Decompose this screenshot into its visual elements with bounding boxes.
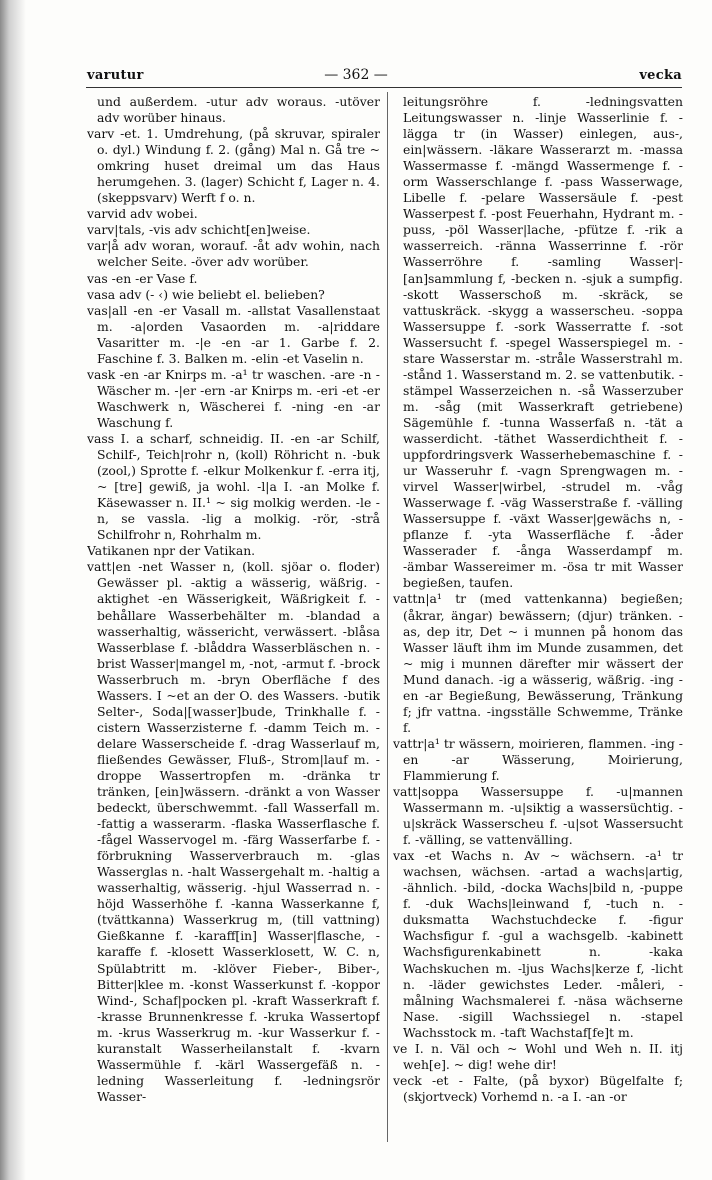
column-divider (387, 92, 388, 1142)
dictionary-entry: vax -et Wachs n. Av ~ wächsern. -a¹ tr wachsen, wächsen. -artad a wachs|artig, -ähnlich. -bild, -docka Wachs|bild n, -puppe f. -duk Wachs|leinwand f, -tuch n. -duksmatta Wachstuchdecke f. -figur Wachsfigur f. -gul a wachsgelb. -kabinett Wachsfigurenkabinett n. -kaka Wachskuchen m. -ljus Wachs|kerze f, -licht n. -läder gewichstes Leder. -måleri, -målning Wachsmalerei f. -näsa wächserne Nase. -sigill Wachssiegel n. -stapel Wachsstock m. -taft Wachstaf[fe]t m. (393, 848, 683, 1040)
dictionary-entry: vas -en -er Vase f. (87, 270, 198, 286)
page-edge-shadow (0, 0, 26, 1180)
dictionary-entry: vass I. a scharf, schneidig. II. -en -ar Schilf, Schilf-, Teich|rohr n, (koll) Röhricht n. -buk (zool,) Sprotte f. -elkur Molkenkur f. -erra itj, ~ [tre] gewiß, ja wohl. -l|a I. -an Molke f. Käsewasser n. II.¹ ~ sig molkig werden. -le -n, se vassla. -lig a molkig. -rör, -strå Schilfrohr n, Rohrhalm m. (87, 430, 380, 543)
dictionary-entry: vattr|a¹ tr wässern, moirieren, flammen. -ing -en -ar Wässerung, Moirierung, Flammierung f. (393, 735, 683, 783)
dictionary-entry: varv -et. 1. Umdrehung, (på skruvar, spiraler o. dyl.) Windung f. 2. (gång) Mal n. Gå tre ~ omkring huset dreimal um das Haus herumgehen. 3. (lager) Schicht f, Lager n. 4. (skeppsvarv) Werft f o. n. (87, 126, 380, 206)
dictionary-entry: vatt|soppa Wassersuppe f. -u|mannen Wassermann m. -u|siktig a wassersüchtig. -u|skräck Wasserscheu f. -u|sot Wassersucht f. -välling, se vattenvälling. (393, 784, 683, 848)
right-column (393, 94, 683, 1144)
dictionary-entry: veck -et - Falte, (på byxor) Bügelfalte f; (skjortveck) Vorhemd n. -a I. -an -or (393, 1072, 683, 1104)
running-head-left: varutur (87, 68, 144, 83)
dictionary-entry: vattn|a¹ tr (med vattenkanna) begießen; (åkrar, ängar) bewässern; (djur) tränken. -as, dep itr, Det ~ i munnen på honom das Wasser läuft ihm im Munde zusammen, det ~ mig i munnen därefter mir wässert der Mund danach. -ig a wässerig, wäßrig. -ing -en -ar Begießung, Bewässerung, Tränkung f; jfr vattna. -ingsställe Schwemme, Tränke f. (393, 591, 683, 735)
dictionary-entry: varvid adv wobei. (87, 206, 198, 222)
dictionary-entry: vask -en -ar Knirps m. -a¹ tr waschen. -are -n - Wäscher m. -|er -ern -ar Knirps m. -eri -et -er Waschwerk n, Wäscherei f. -ning -en -ar Waschung f. (87, 366, 380, 430)
dictionary-entry: vatt|en -net Wasser n, (koll. sjöar o. floder) Gewässer pl. -aktig a wässerig, wäßrig. -aktighet -en Wässerigkeit, Wäßrigkeit f. -behållare Wasserbehälter m. -blandad a wasserhaltig, wässericht, verwässert. -blåsa Wasserblase f. -blåddra Wasserbläschen n. -brist Wasser|mangel m, -not, -armut f. -brock Wasserbruch m. -bryn Oberfläche f des Wassers. I ~et an der O. des Wassers. -butik Selter-, Soda|[wasser]bude, Trinkhalle f. -cistern Wasserzisterne f. -damm Teich m. -delare Wasserscheide f. -drag Wasserlauf m, fließendes Gewässer, Fluß-, Strom|lauf m. -droppe Wassertropfen m. -dränka tr tränken, [ein]wässern. -dränkt a von Wasser bedeckt, überschwemmt. -fall Wasserfall m. -fattig a wasserarm. -flaska Wasserflasche f. -fågel Wasservogel m. -färg Wasserfarbe f. -förbrukning Wasserverbrauch m. -glas Wasserglas n. -halt Wassergehalt m. -haltig a wasserhaltig, wässerig. -hjul Wasserrad n. -höjd Wasserhöhe f. -kanna Wasserkanne f, (tvättkanna) Wasserkrug m, (till vattning) Gießkanne f. -karaff[in] Wasser|flasche, -karaffe f. -klosett Wasserklosett, W. C. n, Spülabtritt m. -klöver Fieber-, Biber-, Bitter|klee m. -konst Wasserkunst f. -koppor Wind-, Schaf|pocken pl. -kraft Wasserkraft f. -krasse Brunnenkresse f. -kruka Wassertopf m. -krus Wasserkrug m. -kur Wasserkur f. -kuranstalt Wasserheilanstalt f. -kvarn Wassermühle f. -kärl Wassergefäß n. -ledning Wasserleitung f. -ledningsrör Wasser- (87, 559, 380, 1104)
dictionary-entry: leitungsröhre f. -ledningsvatten Leitungswasser n. -linje Wasserlinie f. -lägga tr (in Wasser) einlegen, aus-, ein|wässern. -läkare Wasserarzt m. -massa Wassermasse f. -mängd Wassermenge f. -orm Wasserschlange f. -pass Wasserwage, Libelle f. -pelare Wassersäule f. -pest Wasserpest f. -post Feuerhahn, Hydrant m. -puss, -pöl Wasser|lache, -pfütze f. -rik a wasserreich. -ränna Wasserrinne f. -rör Wasserröhre f. -samling Wasser|-[an]sammlung f, -becken n. -sjuk a sumpfig. -skott Wasserschoß m. -skräck, se vattuskräck. -skygg a wasserscheu. -soppa Wassersuppe f. -sork Wasserratte f. -sot Wassersucht f. -spegel Wasserspiegel m. -stare Wasserstar m. -stråle Wasserstrahl m. -stånd 1. Wasserstand m. 2. se vattenbutik. -stämpel Wasserzeichen n. -så Wasserzuber m. -såg (mit Wasserkraft getriebene) Sägemühle f. -tunna Wasserfaß n. -tät a wasserdicht. -täthet Wasserdichtheit f. -uppfordringsverk Wasserhebemaschine f. -ur Wasseruhr f. -vagn Sprengwagen m. -virvel Wasser|wirbel, -strudel m. -våg Wasserwage f. -väg Wasserstraße f. -välling Wassersuppe f. -växt Wasser|gewächs n, -pflanze f. -yta Wasserfläche f. -åder Wasserader f. -ånga Wasserdampf m. -ämbar Wassereimer m. -ösa tr mit Wasser begießen, taufen. (403, 94, 683, 591)
dictionary-entry: Vatikanen npr der Vatikan. (87, 543, 256, 559)
dictionary-entry: vas|all -en -er Vasall m. -allstat Vasallenstaat m. -a|orden Vasaorden m. -a|riddare Vasaritter m. -|e -en -ar 1. Garbe f. 2. Faschine f. 3. Balken m. -elin -et Vaselin n. (87, 302, 380, 366)
left-column (87, 94, 380, 1144)
dictionary-entry: var|å adv woran, worauf. -åt adv wohin, nach welcher Seite. -över adv worüber. (87, 238, 380, 270)
dictionary-entry: ve I. n. Väl och ~ Wohl und Weh n. II. itj weh[e]. ~ dig! wehe dir! (393, 1040, 683, 1072)
dictionary-entry: varv|tals, -vis adv schicht[en]weise. (87, 222, 311, 238)
header-rule (86, 87, 682, 88)
page-number: — 362 — (324, 67, 388, 83)
dictionary-entry: und außerdem. -utur adv woraus. -utöver adv worüber hinaus. (97, 94, 380, 126)
dictionary-entry: vasa adv (- ‹) wie beliebt el. belieben? (87, 286, 325, 302)
running-head-right: vecka (639, 68, 682, 83)
